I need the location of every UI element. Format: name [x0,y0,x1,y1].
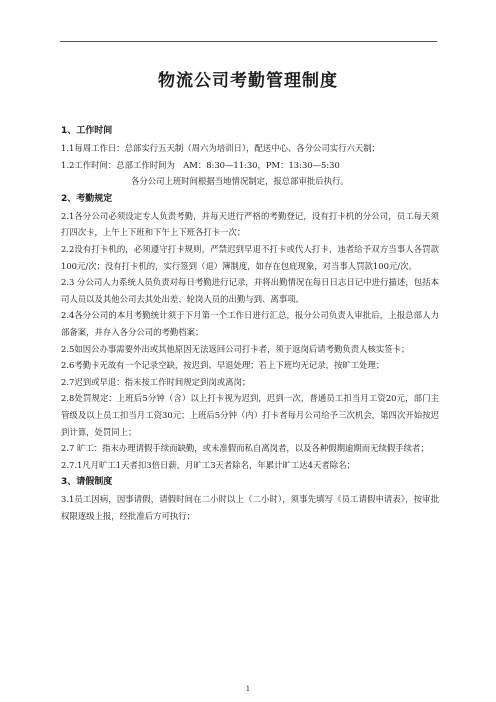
page-number: 1 [245,685,251,693]
paragraph: 2.5如因公办事需要外出或其他原因无法返回公司打卡者，须于返岗后请考勤负责人核实签卡； [61,343,410,354]
section-heading: 3、请假制度 [61,477,113,488]
paragraph: 3.1员工因病，因事请假，请假时间在二小时以上（二小时），须事先填写《员工请假申请表》，按审批权限逐级上报，经批准后方可执行； [61,494,439,521]
document-body [61,122,439,524]
paragraph: 2.2设有打卡机的，必须遵守打卡规则，严禁迟到早退不打卡或代人打卡，违者给予双方当事人各罚款100元/次；没有打卡机的，实行签到（退）簿制度，如存在包庇现象，对当事人罚款100元/次。 [61,243,439,271]
paragraph: 2.4各分公司的本月考勤统计须于下月第一个工作日进行汇总，报分公司负责人审批后，上报总部人力部备案，并存入各分公司的考勤档案； [61,310,439,337]
header-rule [60,41,437,42]
paragraph: 2.7 旷工：指未办理请假手续而缺勤，或未准假而私自离岗者，以及各种假期逾期而无续假手续者； [61,443,429,454]
section-heading: 2、考勤规定 [61,193,113,204]
document-title: 物流公司考勤管理制度 [158,71,338,91]
paragraph: 2.3 分公司人力系统人员负责对每日考勤进行记录，并将出勤情况在每日日志日记中进行描述，包括本司人员以及其他公司去其处出差、轮岗人员的出勤与到、离事项。 [61,277,439,304]
paragraph: 2.8处罚规定：上班后5分钟（含）以上打卡视为迟到，迟到一次，普通员工扣当月工资20元，部门主管级及以上员工扣当月工资30元；上班后5分钟（内）打卡者每月公司给予三次机会，第四次开始按迟到计算，处罚同上； [61,393,439,437]
paragraph: 2.6考勤卡无故有一个记录空缺，按迟到、早退处理；若上下班均无记录，按旷工处理； [61,360,385,371]
paragraph: 1.2工作时间：总部工作时间为 AM：8:30—11:30，PM：13:30—5:30 [61,159,340,170]
paragraph: 2.1各分公司必须设定专人负责考勤，并每天进行严格的考勤登记，设有打卡机的分公司，员工每天须打四次卡，上午上下班和下午上下班各打卡一次； [61,210,439,238]
section-heading: 1、工作时间 [61,126,113,136]
paragraph: 2.7迟到或早退：指未按工作时间规定到岗或离岗； [61,376,251,387]
paragraph: 1.1每周工作日：总部实行五天制（周六为培训日），配送中心、各分公司实行六天制； [61,143,380,153]
paragraph: 各分公司上班时间根据当地情况制定，报总部审批后执行。 [131,176,349,187]
paragraph: 2.7.1凡月旷工1天者扣3倍日薪，月旷工3天者除名，年累计旷工达4天者除名； [61,459,355,470]
